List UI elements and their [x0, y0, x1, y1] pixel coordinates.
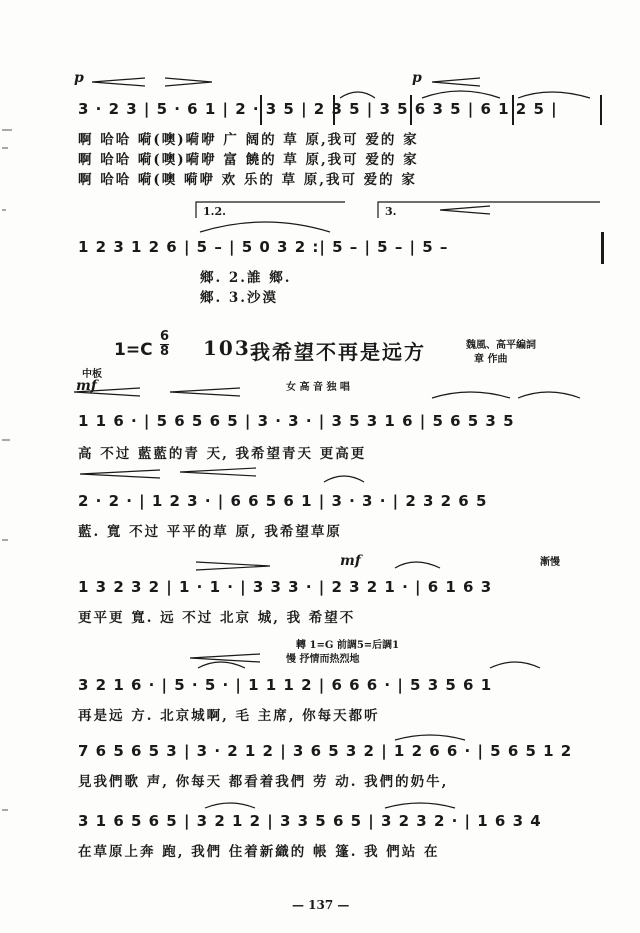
dynamic-mark: p [412, 70, 422, 86]
notation-row: 1 1 6 · | 5 6 5 6 5 | 3 · 3 · | 3 5 3 1 6 | 5 6 5 3 5 [78, 412, 515, 430]
modulation-note: 轉 1=G 前調5=后調1 [296, 640, 400, 651]
lyric-line: 再是远 方. 北京城啊, 毛 主席, 你每天都听 [78, 708, 380, 724]
lyric-line: 鄉. 3.沙漠 [200, 290, 278, 306]
key-signature: 1=C [114, 340, 153, 360]
credits: 魏風、高平編詞 [466, 340, 536, 351]
lyric-line: 更平更 寬. 远 不过 北京 城, 我 希望不 [78, 610, 356, 626]
credits: 章 作曲 [474, 354, 508, 365]
notation-row: 7 6 5 6 5 3 | 3 · 2 1 2 | 3 6 5 3 2 | 1 2 6 6 · | 5 6 5 1 2 [78, 742, 573, 760]
lyric-line: 啊 哈哈 嗬(噢)嗬咿 富 饒的 草 原,我可 爱的 家 [78, 152, 419, 168]
barline [600, 95, 602, 125]
time-sig-bottom: 8 [160, 344, 170, 359]
final-barline [601, 232, 604, 264]
time-signature [160, 330, 169, 359]
voice-label: 女 高 音 独 唱 [286, 382, 350, 393]
lyric-line: 高 不过 藍藍的青 天, 我希望青天 更高更 [78, 446, 367, 462]
dynamic-mark: mf [76, 378, 97, 394]
time-sig-top: 6 [160, 329, 170, 344]
volta-label: 1.2. [203, 205, 226, 218]
notation-row: 1 2 3 1 2 6 | 5 – | 5 0 3 2 :| 5 – | 5 – | 5 – [78, 238, 449, 256]
notation-row: 1 3 2 3 2 | 1 · 1 · | 3 3 3 · | 2 3 2 1 · | 6 1 6 3 [78, 578, 493, 596]
rit-mark: 漸慢 [540, 557, 560, 568]
dynamic-mark: mf [340, 553, 361, 569]
page-number: — 137 — [292, 898, 350, 912]
volta-label: 3. [385, 205, 397, 218]
lyric-line: 藍. 寬 不过 平平的草 原, 我希望草原 [78, 524, 342, 540]
lyric-line: 見我們歌 声, 你每天 都看着我們 劳 动. 我們的奶牛, [78, 774, 449, 790]
song-number: 103. [203, 336, 260, 360]
notation-row: 3 2 1 6 · | 5 · 5 · | 1 1 1 2 | 6 6 6 · | 5 3 5 6 1 [78, 676, 493, 694]
notation-row: 3 · 2 3 | 5 · 6 1 | 2 · 3 5 | 2 3 5 | 3 5 6 3 5 | 6 1 2 5 | [78, 100, 558, 118]
song-title: 我希望不再是远方 [250, 340, 426, 364]
notation-row: 2 · 2 · | 1 2 3 · | 6 6 5 6 1 | 3 · 3 · | 2 3 2 6 5 [78, 492, 488, 510]
lyric-line: 在草原上奔 跑, 我們 住着新織的 帳 篷. 我 們站 在 [78, 844, 440, 860]
lyric-line: 鄉. 2.誰 鄉. [200, 270, 292, 286]
notation-row: 3 1 6 5 6 5 | 3 2 1 2 | 3 3 5 6 5 | 3 2 3 2 · | 1 6 3 4 [78, 812, 542, 830]
lyric-line: 啊 哈哈 嗬(噢)嗬咿 广 阔的 草 原,我可 爱的 家 [78, 132, 419, 148]
dynamic-mark: p [74, 70, 84, 86]
tempo-mark: 中板 [82, 369, 102, 380]
expression-note: 慢 抒情而热烈地 [286, 654, 360, 665]
lyric-line: 啊 哈哈 嗬(噢 嗬咿 欢 乐的 草 原,我可 爱的 家 [78, 172, 417, 188]
